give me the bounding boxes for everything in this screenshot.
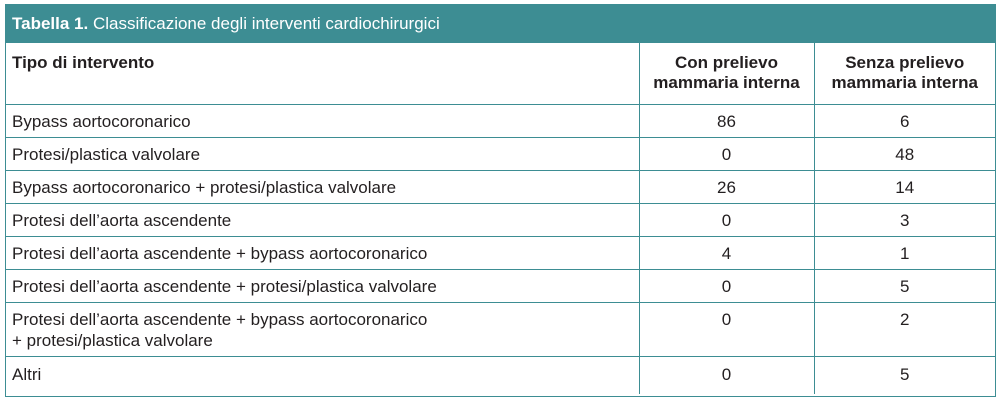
row-with-count: 26 bbox=[639, 170, 814, 203]
row-without-count: 5 bbox=[814, 269, 995, 302]
table-row bbox=[6, 356, 995, 394]
table-row bbox=[6, 236, 995, 269]
row-without-count: 48 bbox=[814, 137, 995, 170]
header-without-line1: Senza prelievo bbox=[845, 53, 965, 72]
row-with-count: 0 bbox=[639, 302, 814, 356]
row-without-count: 3 bbox=[814, 203, 995, 236]
table-row bbox=[6, 170, 995, 203]
row-without-count: 2 bbox=[814, 302, 995, 356]
row-without-count: 1 bbox=[814, 236, 995, 269]
row-with-count: 0 bbox=[639, 137, 814, 170]
header-with-mammary bbox=[639, 43, 814, 104]
header-without-mammary bbox=[814, 43, 995, 104]
header-type bbox=[6, 43, 639, 104]
header-type-label: Tipo di intervento bbox=[12, 53, 155, 72]
caption-label: Tabella 1. bbox=[12, 14, 89, 33]
header-with-line1: Con prelievo bbox=[675, 53, 778, 72]
row-with-count: 0 bbox=[639, 203, 814, 236]
row-type: Bypass aortocoronarico bbox=[6, 104, 639, 137]
row-type-cell bbox=[6, 302, 639, 356]
row-type: Protesi dell’aorta ascendente + bypass aortocoronarico bbox=[12, 309, 428, 329]
row-without-count: 5 bbox=[814, 356, 995, 394]
header-without-line2: mammaria interna bbox=[831, 73, 978, 92]
row-with-count: 0 bbox=[639, 269, 814, 302]
table-frame bbox=[5, 4, 996, 397]
table-row bbox=[6, 302, 995, 356]
row-without-count: 14 bbox=[814, 170, 995, 203]
row-type: Protesi/plastica valvolare bbox=[6, 137, 639, 170]
row-with-count: 4 bbox=[639, 236, 814, 269]
row-type: Protesi dell’aorta ascendente bbox=[6, 203, 639, 236]
table-caption bbox=[6, 5, 995, 43]
header-with-line2: mammaria interna bbox=[653, 73, 800, 92]
row-type-continued: + protesi/plastica valvolare bbox=[12, 330, 213, 350]
row-type: Protesi dell’aorta ascendente + protesi/plastica valvolare bbox=[6, 269, 639, 302]
row-without-count: 6 bbox=[814, 104, 995, 137]
row-type: Bypass aortocoronarico + protesi/plastica valvolare bbox=[6, 170, 639, 203]
caption-title: Classificazione degli interventi cardiochirurgici bbox=[92, 14, 440, 33]
row-type: Protesi dell’aorta ascendente + bypass aortocoronarico bbox=[6, 236, 639, 269]
table-row bbox=[6, 203, 995, 236]
row-with-count: 86 bbox=[639, 104, 814, 137]
row-type: Altri bbox=[6, 356, 639, 394]
table-row bbox=[6, 269, 995, 302]
row-with-count: 0 bbox=[639, 356, 814, 394]
header-row bbox=[6, 43, 995, 104]
table-row bbox=[6, 137, 995, 170]
table-row bbox=[6, 104, 995, 137]
interventions-table bbox=[6, 43, 995, 394]
